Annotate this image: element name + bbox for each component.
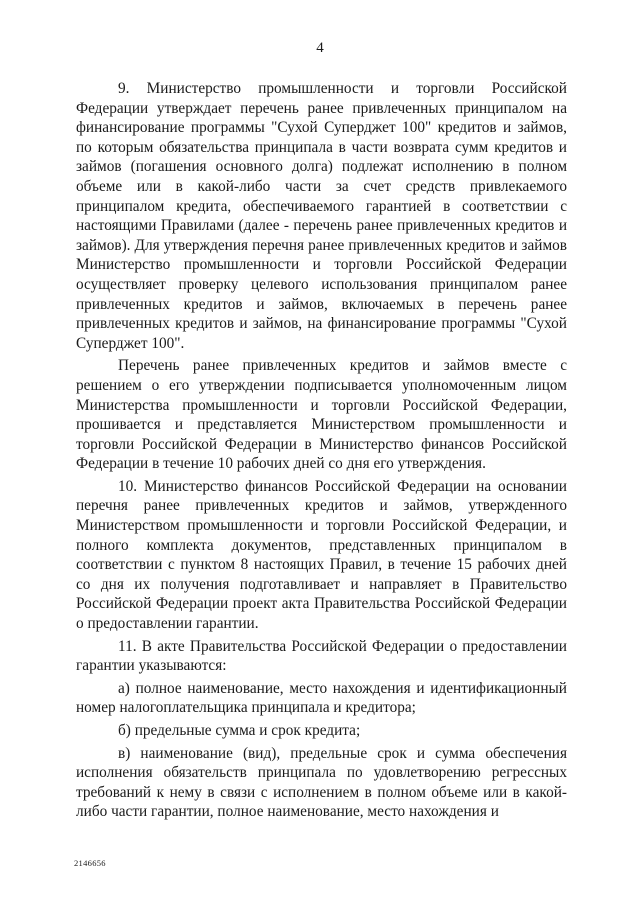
paragraph-11-item-b: б) предельные сумма и срок кредита;	[118, 722, 361, 739]
paragraph-10: 10. Министерство финансов Российской Федерации на основании перечня ранее привлеченных кредитов и займов, утвержденного Министерством промышленности и торговли Российской Федерации, и полного комплекта документов, представленных принципалом в соответствии с пунктом 8 настоящих Правил, в течение 15 рабочих дней со дня их получения подготавливает и направляет в Правительство Российской Федерации проект акта Правительства Российской Федерации о предоставлении гарантии.	[76, 477, 567, 633]
paragraph-9: 9. Министерство промышленности и торговли Российской Федерации утверждает перечень ранее привлеченных принципалом на финансирование программы "Сухой Суперджет 100" кредитов и займов, по которым обязательства принципала в части возврата сумм кредитов и займов (погашения основного долга) подлежат исполнению в полном объеме или в какой-либо части за счет средств привлекаемого принципалом кредита, обеспечиваемого гарантией в соответствии с настоящими Правилами (далее - перечень ранее привлеченных кредитов и займов). Для утверждения перечня ранее привлеченных кредитов и займов Министерство промышленности и торговли Российской Федерации осуществляет проверку целевого использования принципалом ранее привлеченных кредитов и займов, включаемых в перечень ранее привлеченных кредитов и займов, на финансирование программы "Сухой Суперджет 100".	[76, 80, 567, 352]
paragraph-11-item-a: а) полное наименование, место нахождения и идентификационный номер налогоплательщика принципала и кредитора;	[76, 679, 567, 717]
paragraph-11: 11. В акте Правительства Российской Федерации о предоставлении гарантии указываются:	[76, 637, 567, 675]
page-number: 4	[316, 40, 324, 56]
document-id: 2146656	[74, 858, 106, 868]
document-body	[76, 79, 567, 825]
paragraph-9-list-submission: Перечень ранее привлеченных кредитов и займов вместе с решением о его утверждении подписывается уполномоченным лицом Министерства промышленности и торговли Российской Федерации, прошивается и представляется Министерством промышленности и торговли Российской Федерации в Министерство финансов Российской Федерации в течение 10 рабочих дней со дня его утверждения.	[76, 357, 567, 473]
paragraph-11-item-v: в) наименование (вид), предельные срок и сумма обеспечения исполнения обязательств принципала по удовлетворению регрессных требований к нему в связи с исполнением в полном объеме или в какой-либо части гарантии, полное наименование, место нахождения и	[76, 744, 567, 821]
